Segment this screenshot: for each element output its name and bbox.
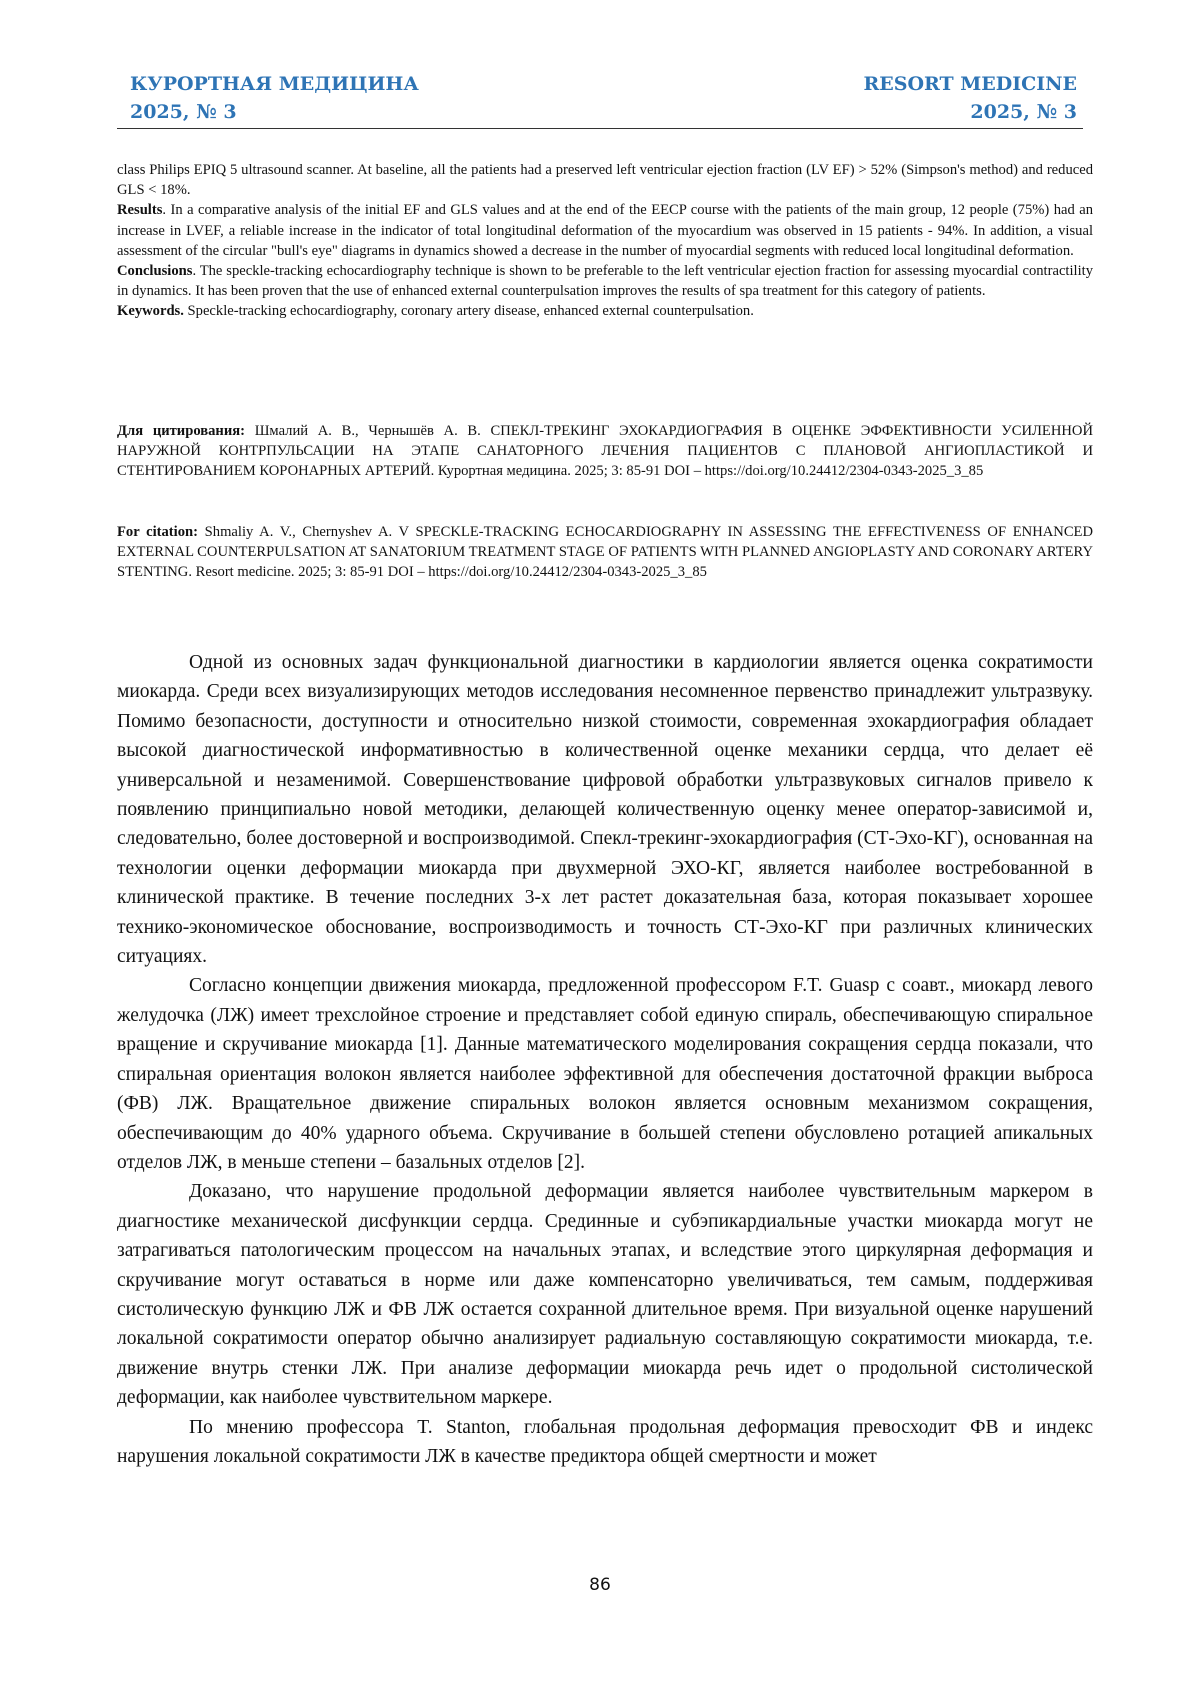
citation-ru <box>117 421 1093 482</box>
article-body <box>117 648 1093 1471</box>
abstract-conclusions <box>117 261 1093 301</box>
citation-en-text: Shmaliy A. V., Chernyshev A. V SPECKLE-TRACKING ECHOCARDIOGRAPHY IN ASSESSING THE EFFECTIVENESS OF ENHANCED EXTERNAL COUNTERPULSATION AT SANATORIUM TREATMENT STAGE OF PATIENTS WITH PLANNED ANGIOPLASTY AND CORONARY ARTERY STENTING. Resort medicine. 2025; 3: 85-91 DOI – https://doi.org/10.24412/2304-0343-2025_3_85 <box>117 524 1093 580</box>
journal-issue-ru: 2025, № 3 <box>130 98 419 126</box>
abstract-keywords <box>117 301 1093 321</box>
conclusions-text: . The speckle-tracking echocardiography technique is shown to be preferable to the left ventricular ejection fraction for assessing myocardial contractility in dynamics. It has been proven that the use of enhanced external counterpulsation improves the results of spa treatment for this category of patients. <box>117 263 1093 299</box>
journal-title-ru: КУРОРТНАЯ МЕДИЦИНА <box>130 70 419 98</box>
body-paragraph: Одной из основных задач функциональной диагностики в кардиологии является оценка сократимости миокарда. Среди всех визуализирующих методов исследования несомненное первенство принадлежит ультразвуку. Помимо безопасности, доступности и относительно низкой стоимости, современная эхокардиография обладает высокой диагностической информативностью в количественной оценке механики сердца, что делает её универсальной и незаменимой. Совершенствование цифровой обработки ультразвуковых сигналов привело к появлению принципиально новой методики, делающей количественную оценку менее оператор-зависимой и, следовательно, более достоверной и воспроизводимой. Спекл-трекинг-эхокардиография (СТ-Эхо-КГ), основанная на технологии оценки деформации миокарда при двухмерной ЭХО-КГ, является наиболее востребованной в клинической практике. В течение последних 3-х лет растет доказательная база, которая показывает хорошее технико-экономическое обоснование, воспроизводимость и точность СТ-Эхо-КГ при различных клинических ситуациях. <box>117 648 1093 971</box>
citation-en <box>117 522 1093 583</box>
abstract-en <box>117 160 1093 322</box>
abstract-methods-tail: class Philips EPIQ 5 ultrasound scanner. At baseline, all the patients had a preserved left ventricular ejection fraction (LV EF) > 52% (Simpson's method) and reduced GLS < 18%. <box>117 160 1093 200</box>
citation-ru-label: Для цитирования: <box>117 423 245 439</box>
results-text: . In a comparative analysis of the initial EF and GLS values and at the end of the EECP course with the patients of the main group, 12 people (75%) had an increase in LVEF, a reliable increase in the indicator of total longitudinal deformation of the myocardium was observed in 15 patients - 94%. In addition, a visual assessment of the circular "bull's eye" diagrams in dynamics showed a decrease in the number of myocardial segments with reduced local longitudinal deformation. <box>117 202 1093 258</box>
page-number: 86 <box>0 1575 1200 1595</box>
journal-page <box>0 0 1200 1697</box>
journal-title-en: RESORT MEDICINE <box>864 70 1078 98</box>
journal-title-en-block <box>864 70 1078 126</box>
journal-issue-en: 2025, № 3 <box>864 98 1078 126</box>
conclusions-label: Conclusions <box>117 263 192 279</box>
journal-title-ru-block <box>130 70 419 126</box>
keywords-label: Keywords. <box>117 303 184 319</box>
results-label: Results <box>117 202 162 218</box>
body-paragraph: Согласно концепции движения миокарда, предложенной профессором F.T. Guasp с соавт., миокард левого желудочка (ЛЖ) имеет трехслойное строение и представляет собой единую спираль, обеспечивающую спиральное вращение и скручивание миокарда [1]. Данные математического моделирования сокращения сердца показали, что спиральная ориентация волокон является наиболее эффективной для обеспечения достаточной фракции выброса (ФВ) ЛЖ. Вращательное движение спиральных волокон является основным механизмом сокращения, обеспечивающим до 40% ударного объема. Скручивание в большей степени обусловлено ротацией апикальных отделов ЛЖ, в меньше степени – базальных отделов [2]. <box>117 971 1093 1177</box>
body-paragraph: Доказано, что нарушение продольной деформации является наиболее чувствительным маркером в диагностике механической дисфункции сердца. Срединные и субэпикардиальные участки миокарда могут не затрагиваться патологическим процессом на начальных этапах, и вследствие этого циркулярная деформация и скручивание могут оставаться в норме или даже компенсаторно увеличиваться, тем самым, поддерживая систолическую функцию ЛЖ и ФВ ЛЖ остается сохранной длительное время. При визуальной оценке нарушений локальной сократимости оператор обычно анализирует радиальную составляющую сократимости миокарда, т.е. движение внутрь стенки ЛЖ. При анализе деформации миокарда речь идет о продольной систолической деформации, как наиболее чувствительном маркере. <box>117 1177 1093 1412</box>
body-paragraph: По мнению профессора T. Stanton, глобальная продольная деформация превосходит ФВ и индекс нарушения локальной сократимости ЛЖ в качестве предиктора общей смертности и может <box>117 1413 1093 1472</box>
citation-ru-text: Шмалий А. В., Чернышёв А. В. СПЕКЛ-ТРЕКИНГ ЭХОКАРДИОГРАФИЯ В ОЦЕНКЕ ЭФФЕКТИВНОСТИ УСИЛЕННОЙ НАРУЖНОЙ КОНТРПУЛЬСАЦИИ НА ЭТАПЕ САНАТОРНОГО ЛЕЧЕНИЯ ПАЦИЕНТОВ С ПЛАНОВОЙ АНГИОПЛАСТИКОЙ И СТЕНТИРОВАНИЕМ КОРОНАРНЫХ АРТЕРИЙ. Курортная медицина. 2025; 3: 85-91 DOI – https://doi.org/10.24412/2304-0343-2025_3_85 <box>117 423 1093 479</box>
keywords-text: Speckle-tracking echocardiography, coronary artery disease, enhanced external counterpulsation. <box>184 303 754 319</box>
running-header <box>117 70 1083 129</box>
abstract-results <box>117 200 1093 261</box>
citation-en-label: For citation: <box>117 524 198 540</box>
